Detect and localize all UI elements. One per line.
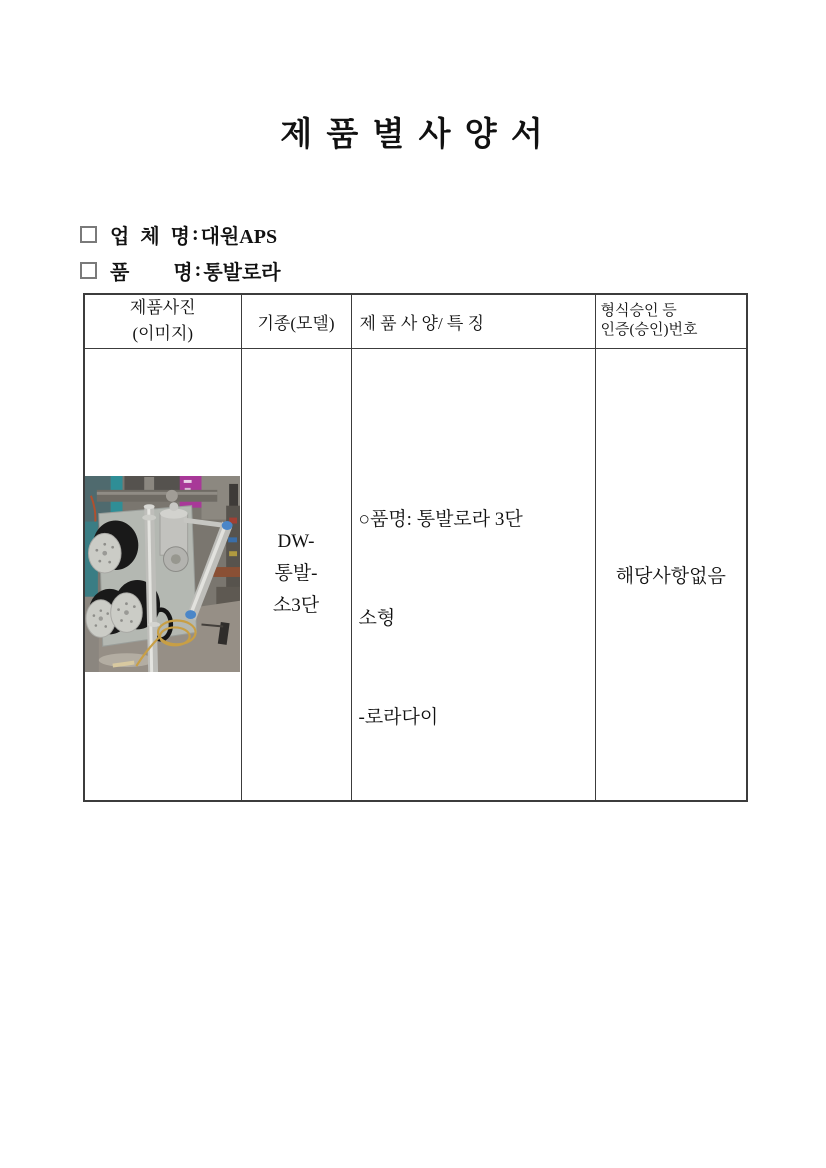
table-row	[84, 348, 747, 801]
photo-pulley	[164, 547, 189, 572]
checkbox-icon	[80, 262, 97, 279]
product-label: 품 명	[110, 261, 193, 284]
model-line: DW-	[277, 531, 315, 552]
model-line: 통발-	[274, 563, 318, 584]
checkbox-icon	[80, 226, 97, 243]
spec-cell	[351, 348, 595, 801]
header-spec: 제 품 사 양/ 특 징	[351, 294, 595, 348]
header-product-photo	[84, 294, 241, 348]
photo-horizontal-pipe	[97, 490, 217, 502]
header-approval-line1: 형식승인 등	[600, 303, 677, 320]
info-block	[80, 216, 281, 288]
header-model: 기종(모델)	[241, 294, 351, 348]
product-photo-cell	[84, 348, 241, 801]
product-value: 통발로라	[203, 261, 281, 284]
product-name-line	[80, 252, 281, 288]
header-photo-line2: (이미지)	[132, 324, 194, 344]
header-approval	[595, 294, 747, 348]
approval-cell: 해당사항없음	[595, 348, 747, 801]
product-photo-image	[85, 476, 240, 672]
table-header-row	[84, 294, 747, 348]
spec-line: 소형	[358, 607, 396, 629]
header-approval-line2: 인증(승인)번호	[600, 322, 698, 339]
colon-separator: :	[191, 222, 199, 245]
company-name-line	[80, 216, 281, 252]
spec-line: ○품명: 통발로라 3단	[358, 508, 523, 530]
model-cell	[241, 348, 351, 801]
colon-separator: :	[194, 258, 202, 281]
spec-line: -로라다이	[358, 706, 439, 728]
company-label: 업 체 명	[110, 225, 190, 248]
header-photo-line1: 제품사진	[129, 298, 196, 318]
company-value: 대원APS	[200, 225, 278, 248]
model-line: 소3단	[272, 595, 320, 616]
spec-table	[83, 293, 748, 802]
page-title: 제 품 별 사 양 서	[280, 117, 546, 153]
